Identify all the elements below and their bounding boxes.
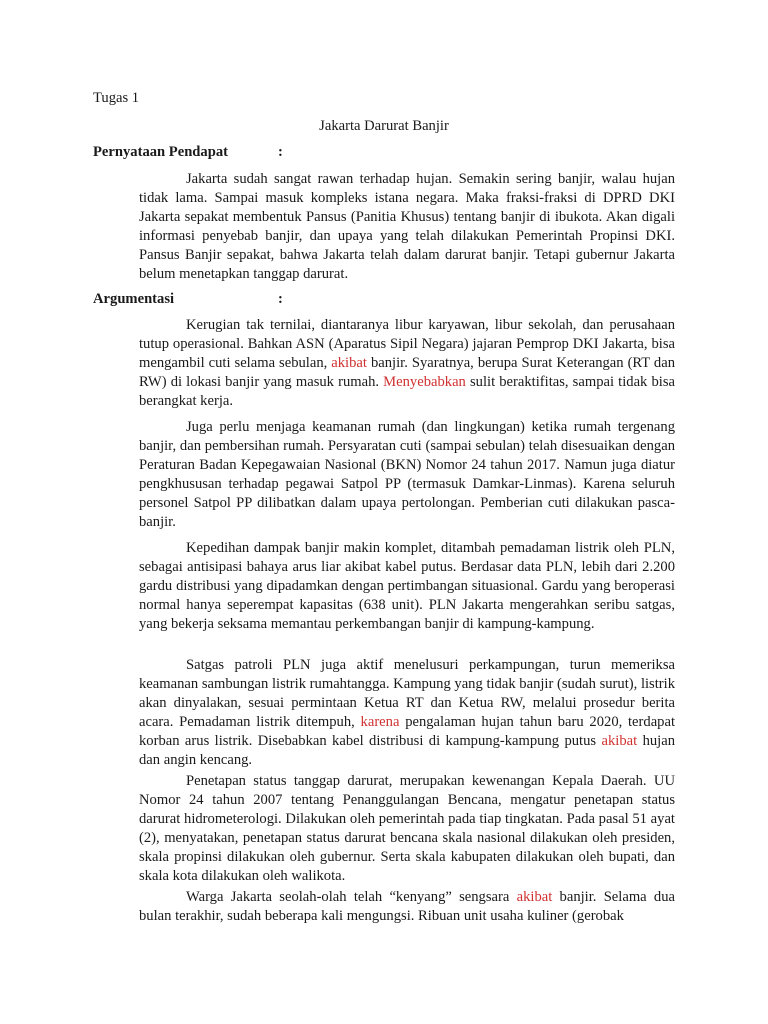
- paragraph-text: sulit beraktifitas, sampai tidak bisa berangkat kerja.: [139, 374, 675, 410]
- paragraph-text: Satgas patroli PLN juga aktif menelusuri perkampungan, turun memeriksa keamanan sambungan listrik rumahtangga. Kampung yang tidak banjir (sudah surut), listrik akan dinyalakan, sesuai permintaan Ketua RT dan Ketua RW, melalui prosedur berita acara. Pemadaman listrik ditempuh,: [139, 657, 675, 731]
- assignment-label: Tugas 1: [93, 90, 140, 106]
- paragraph-7: [139, 888, 675, 926]
- highlighted-word: Menyebabkan: [383, 374, 466, 391]
- paragraph-2: [139, 316, 675, 411]
- paragraph-5: [139, 656, 675, 771]
- paragraph-1: Jakarta sudah sangat rawan terhadap hujan. Semakin sering banjir, walau hujan tidak lama. Sampai masuk kompleks istana negara. Maka fraksi-fraksi di DPRD DKI Jakarta sepakat membentuk Pansus (Panitia Khusus) tentang banjir di ibukota. Akan digali informasi penyebab banjir, dan upaya yang telah dilakukan Pemerintah Propinsi DKI. Pansus Banjir sepakat, bahwa Jakarta telah dalam darurat banjir. Tetapi gubernur Jakarta belum menetapkan tanggap darurat.: [139, 171, 675, 283]
- highlighted-word: akibat: [516, 889, 553, 905]
- highlighted-word: karena: [360, 714, 400, 731]
- section-heading-colon: :: [278, 144, 283, 160]
- paragraph-text: Warga Jakarta seolah-olah telah “kenyang” sengsara: [186, 889, 510, 905]
- document-title: Jakarta Darurat Banjir: [319, 118, 449, 134]
- section-heading-text: Pernyataan Pendapat: [93, 144, 228, 160]
- paragraph-4: Kepedihan dampak banjir makin komplet, ditambah pemadaman listrik oleh PLN, sebagai antisipasi bahaya arus liar akibat kabel putus. Berdasar data PLN, lebih dari 2.200 gardu distribusi yang dipadamkan dengan pertimbangan situasional. Gardu yang beroperasi normal hanya seperempat kapasitas (638 unit). PLN Jakarta mengerahkan seribu satgas, yang bekerja seksama memantau perkembangan banjir di kampung-kampung.: [139, 540, 675, 633]
- highlighted-word: akibat: [601, 733, 638, 750]
- paragraph-text: banjir. Selama dua bulan terakhir, sudah beberapa kali mengungsi. Ribuan unit usaha kuliner (gerobak: [139, 889, 675, 925]
- paragraph-text: hujan dan angin kencang.: [139, 733, 675, 769]
- paragraph-6: Penetapan status tanggap darurat, merupakan kewenangan Kepala Daerah. UU Nomor 24 tahun 2007 tentang Penanggulangan Bencana, mengatur penetapan status darurat hidrometerologi. Dilakukan oleh pemerintah pada tiap tingkatan. Pada pasal 51 ayat (2), menyatakan, penetapan status darurat bencana skala nasional dilakukan oleh presiden, skala propinsi dilakukan oleh gubernur. Serta skala kabupaten dilakukan oleh bupati, dan skala kota dilakukan oleh walikota.: [139, 773, 675, 885]
- section-heading-pernyataan-pendapat: [93, 143, 283, 162]
- section-heading-argumentasi: [93, 290, 283, 309]
- paragraph-3: Juga perlu menjaga keamanan rumah (dan lingkungan) ketika rumah tergenang banjir, dan pembersihan rumah. Persyaratan cuti (sampai sebulan) telah disesuaikan dengan Peraturan Badan Kepegawaian Nasional (BKN) Nomor 24 tahun 2017. Namun juga diatur pengkhususan terhadap pegawai Satpol PP (termasuk Damkar-Linmas). Karena seluruh personel Satpol PP dilibatkan dalam upaya pertolongan. Pemberian cuti dilakukan pasca-banjir.: [139, 419, 675, 531]
- paragraph-text: pengalaman hujan tahun baru 2020, terdapat korban arus listrik. Disebabkan kabel distribusi di kampung-kampung putus: [139, 714, 676, 750]
- paragraph-text: Kerugian tak ternilai, diantaranya libur karyawan, libur sekolah, dan perusahaan tutup operasional. Bahkan ASN (Aparatus Sipil Negara) jajaran Pemprop DKI Jakarta, bisa mengambil cuti selama sebulan,: [139, 317, 675, 372]
- highlighted-word: akibat: [331, 355, 367, 372]
- section-heading-text: Argumentasi: [93, 291, 175, 307]
- paragraph-text: banjir. Syaratnya, berupa Surat Keterangan (RT dan RW) di lokasi banjir yang masuk rumah.: [139, 355, 676, 391]
- section-heading-colon: :: [278, 291, 283, 307]
